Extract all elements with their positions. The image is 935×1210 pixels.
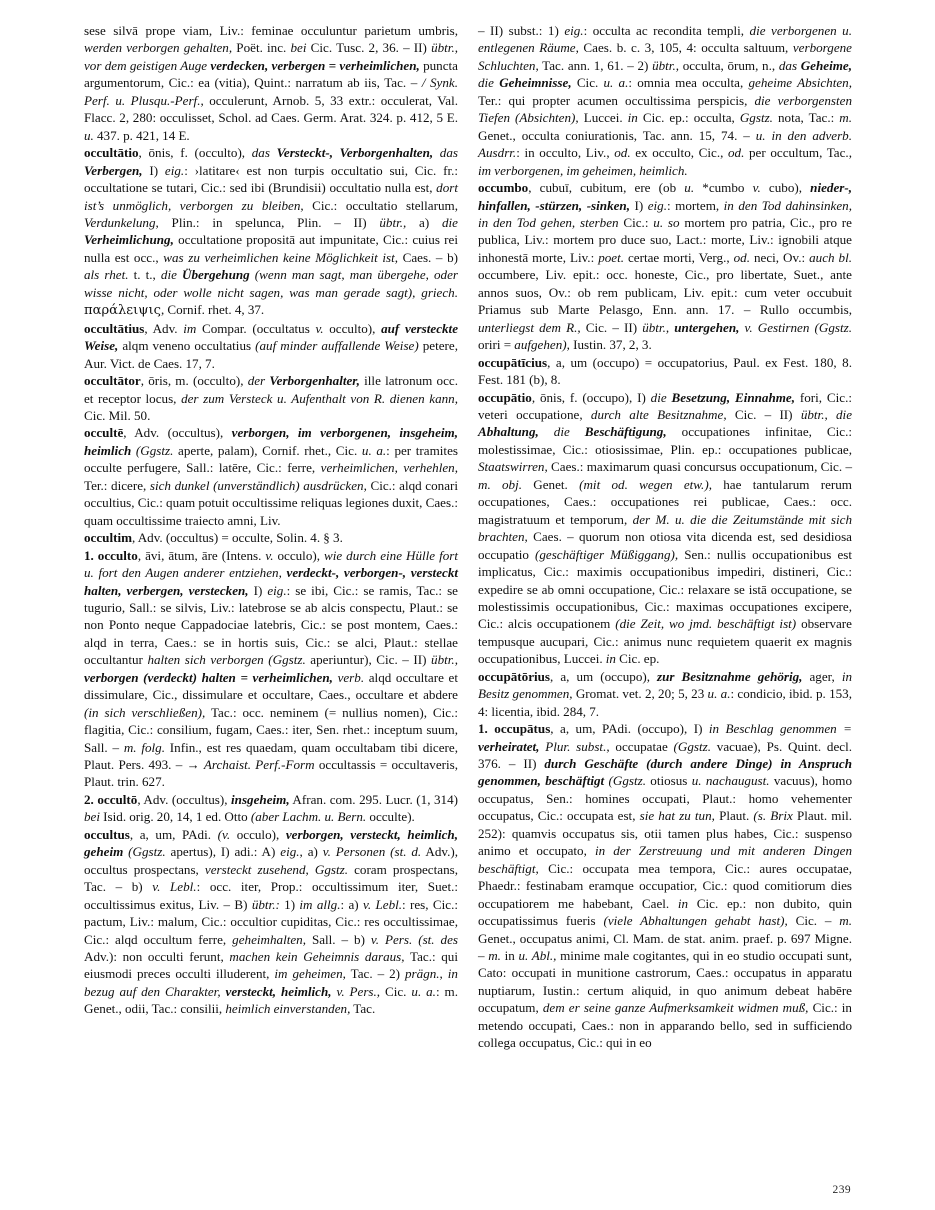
- entry-text-run: verdecken, verbergen = verheimlichen,: [210, 57, 420, 73]
- entry-text-run: fori, Cic.: veteri occupatione,: [478, 389, 852, 422]
- entry-text-run: , ōnis, f. (occupo), I): [531, 389, 651, 405]
- entry-text-run: Plaut. mil. 252): quamvis occupatus sis, otii tamen plus habes, Cic.: suspenso animo et occupato,: [478, 808, 852, 859]
- dictionary-entry: [478, 668, 852, 720]
- entry-text-run: (auf minder auffallende Weise): [255, 338, 419, 354]
- entry-text-run: , ōris, m. (occulto),: [140, 373, 248, 389]
- entry-text-run: , Adv. (occultus),: [137, 791, 232, 807]
- entry-text-run: Plur. subst.,: [545, 738, 610, 754]
- entry-text-run: Cic. – II): [580, 319, 643, 335]
- entry-text-run: oriri =: [478, 337, 515, 353]
- entry-text-run: Infin., est res quaedam, quam occultabam tibi dicere, Plaut. Pers. 493. – →: [84, 739, 458, 773]
- entry-text-run: I): [142, 162, 165, 178]
- entry-text-run: eig.: [564, 23, 584, 38]
- entry-text-run: mortem pro patria, Cic., pro re publica, Liv.: mortem pro duce suo, Lact.: morte, Liv.: ignobili atque inhonestā morte, Liv.:: [478, 214, 852, 265]
- entry-text-run: das: [439, 145, 458, 161]
- page-columns: [84, 22, 852, 1162]
- entry-text-run: u. a.: [411, 983, 436, 999]
- entry-text-run: Iustin. 37, 2, 3.: [569, 337, 652, 353]
- entry-text-run: im verborgenen, im geheimen, heimlich.: [478, 162, 688, 178]
- entry-text-run: , cubuī, cubitum, ere (ob: [528, 180, 685, 196]
- entry-headword: occultim: [84, 530, 132, 546]
- entry-text-run: Cic. Mil. 50.: [84, 407, 151, 423]
- entry-text-run: Cic. ep.: non dubito, quin occupatissimus fueris: [478, 895, 853, 929]
- entry-text-run: – II) subst.: 1): [478, 23, 565, 38]
- entry-text-run: Geheimnisse,: [499, 75, 572, 91]
- entry-text-run: a): [406, 214, 442, 230]
- entry-text-run: v. Gestirnen (Ggstz.: [744, 319, 852, 335]
- entry-text-run: ille latronum occ. et receptor locus,: [84, 373, 458, 406]
- entry-text-run: *cumbo: [694, 180, 753, 196]
- entry-text-run: : m. Genet., odii, Tac.: consilii,: [84, 983, 458, 1017]
- entry-text-run: der M. u. die die Zeitumstände mit sich brachten,: [478, 511, 852, 545]
- entry-text-run: occulo),: [273, 547, 324, 563]
- entry-text-run: m. obj.: [478, 476, 523, 492]
- entry-headword: occultus: [84, 826, 130, 842]
- entry-text-run: Cic. – II): [726, 406, 801, 422]
- entry-text-run: Cic. ep.: occulta,: [637, 110, 740, 126]
- entry-text-run: Abhaltung,: [478, 424, 554, 440]
- entry-headword: occultātor: [84, 373, 141, 389]
- entry-text-run: v. Personen (st. d.: [322, 844, 422, 860]
- entry-text-run: Besetzung, Einnahme,: [671, 389, 795, 405]
- entry-text-run: Cic.: alqd conari occultius, Cic.: quam potuit occultissime reliquas legiones duxit, Caes.: quam occultissime traiecto amni, Liv.: [84, 477, 458, 528]
- entry-text-run: u.: [84, 127, 94, 143]
- entry-text-run: occupationes infinitae, Cic.: molestissimae, Cic.: otiosissimae, Plin. ep.: occupationes publicae,: [478, 424, 852, 457]
- entry-text-run: was zu verheimlichen keine Möglichkeit ist,: [163, 249, 398, 265]
- entry-text-run: übtr.,: [379, 214, 407, 230]
- entry-text-run: (Ggstz.: [135, 442, 174, 458]
- entry-text-run: versteckt zusehend, Ggstz.: [204, 861, 348, 877]
- entry-text-run: occulto),: [323, 320, 382, 336]
- entry-text-run: od.: [733, 249, 750, 265]
- entry-text-run: apertus), I) adi.: A): [165, 844, 281, 860]
- entry-text-run: Adv.), occultus prospectans,: [84, 844, 458, 877]
- entry-text-run: (in sich verschließen),: [84, 704, 206, 720]
- entry-text-run: eig.: [164, 162, 185, 178]
- entry-text-run: Archaist. Perf.-Form: [203, 757, 315, 773]
- dictionary-entry: [84, 547, 458, 791]
- entry-text-run: eig.: [647, 197, 668, 213]
- entry-text-run: das: [778, 57, 801, 73]
- entry-text-run: bei: [84, 809, 100, 825]
- entry-text-run: puncta argumentorum, Cic.: ea (vitia), Quint.: narratum ab iis, Tac. –: [84, 57, 458, 91]
- entry-text-run: Genet., occulta coniurationis, Tac. ann. 15, 74. –: [478, 127, 756, 143]
- page-number: 239: [832, 1184, 851, 1196]
- entry-text-run: in: [677, 895, 689, 911]
- entry-text-run: m. folg.: [123, 739, 165, 755]
- entry-text-run: (Ggstz.: [128, 844, 166, 860]
- entry-text-run: heimlich einverstanden,: [225, 1001, 351, 1017]
- entry-text-run: die: [650, 389, 672, 405]
- entry-headword: occumbo: [478, 180, 529, 196]
- dictionary-entry: [84, 144, 458, 320]
- entry-continuation: [478, 22, 852, 179]
- entry-text-run: Tac. ann. 1, 61. – 2): [538, 57, 653, 73]
- entry-text-run: geheimhalten,: [232, 931, 306, 947]
- entry-text-run: Cic. Tusc. 2, 36. – II): [306, 40, 432, 56]
- entry-text-run: cubo),: [760, 180, 811, 196]
- entry-text-run: eig.,: [280, 844, 303, 860]
- dictionary-entry: [478, 389, 852, 668]
- entry-text-run: u.: [684, 180, 695, 196]
- entry-text-run: Sen.: nullis occupationibus est implicatus, Cic.: maximis occupationibus impediri, distineri, Cic.: expedire se ab omni occupatione, Cic.: relaxare se istā occupatione, se molestissimis occupationibus, Cic.: maximas occupationes excipere, Cic.: alcis occupationem: [478, 546, 852, 632]
- entry-text-run: (wenn man sagt, man übergehe, oder wisse nicht, oder wolle nicht sagen, was man gerade sagt), griech.: [84, 267, 459, 300]
- entry-text-run: Ter.: dicere,: [84, 477, 150, 493]
- entry-text-run: occupatae: [609, 738, 674, 754]
- entry-text-run: übtr., vor dem geistigen Auge: [84, 40, 459, 73]
- entry-text-run: occultassis = occultaveris, Plaut. trin. 627.: [84, 757, 459, 790]
- entry-text-run: im geheimen,: [274, 966, 346, 982]
- entry-text-run: u. a.: [603, 75, 629, 91]
- entry-text-run: : omnia mea occulta,: [628, 75, 749, 91]
- entry-text-run: t. t.,: [128, 267, 161, 283]
- entry-text-run: occultatione propositā aut impunitate, Cic.: cuius rei nulla est occ.,: [84, 232, 458, 265]
- entry-text-run: Beschäftigung,: [584, 424, 667, 440]
- entry-text-run: aufgehen),: [514, 337, 570, 353]
- dictionary-entry: [84, 826, 458, 1018]
- entry-text-run: das: [251, 145, 277, 161]
- entry-text-run: a): [302, 844, 323, 860]
- entry-text-run: geheime Absichten,: [748, 75, 852, 91]
- entry-text-run: Staatswirren,: [478, 459, 548, 475]
- entry-text-run: Tac. – 2): [345, 966, 405, 982]
- entry-text-run: insgeheim,: [231, 791, 290, 807]
- entry-text-run: untergehen,: [674, 319, 740, 335]
- entry-text-run: der zum Versteck u. Aufenthalt von R. dienen kann,: [181, 390, 458, 406]
- entry-text-run: bei: [290, 40, 307, 56]
- entry-text-run: zur Besitznahme gehörig,: [657, 668, 803, 684]
- entry-text-run: (viele Abhaltungen gehabt hast),: [603, 913, 788, 929]
- entry-text-run: u. so: [653, 214, 680, 230]
- entry-text-run: verborgen (verdeckt) halten = verheimlichen,: [84, 669, 333, 685]
- entry-text-run: v. Lebl.: [152, 879, 197, 895]
- entry-text-run: auf versteckte Weise,: [84, 320, 459, 354]
- entry-text-run: , Cornif. rhet. 4, 37.: [160, 302, 265, 318]
- entry-text-run: halten sich verborgen (Ggstz.: [147, 652, 306, 668]
- entry-text-run: , a, um, PAdi.: [129, 826, 218, 842]
- left-column: [84, 22, 458, 1018]
- entry-text-run: (v.: [217, 826, 231, 842]
- entry-text-run: alqm veneno occultatius: [118, 338, 256, 354]
- entry-text-run: (Ggstz.: [608, 773, 646, 789]
- entry-text-run: Sall. – b): [305, 931, 371, 947]
- entry-text-run: aperte, palam), Cornif. rhet., Cic.: [173, 442, 362, 458]
- entry-text-run: u. Abl.,: [518, 948, 557, 964]
- entry-text-run: v.: [752, 180, 761, 196]
- entry-text-run: : occ. iter, Prop.: occultissimum iter, Suet.: occultissimus exitus, Liv. – B): [84, 879, 458, 912]
- entry-text-run: wie durch eine Hülle fort u. fort den Augen anderer entziehen,: [84, 547, 458, 581]
- entry-text-run: ex occulto, Cic.,: [630, 145, 728, 161]
- entry-text-run: übtr.,: [652, 57, 680, 73]
- entry-text-run: : ›latitare‹ est non turpis occultatio sui, Cic. fr.: occultatione se tutari, Cic.: sed ibi (Brundisii) occultatio nulla est,: [84, 162, 458, 196]
- entry-text-run: in der Zerstreuung und mit anderen Dingen beschäftigt,: [478, 843, 852, 876]
- entry-text-run: (Ggstz.: [673, 738, 712, 754]
- entry-text-run: I): [248, 582, 268, 598]
- entry-text-run: verb.: [337, 669, 365, 685]
- dictionary-entry: [478, 354, 852, 389]
- entry-text-run: I): [630, 197, 648, 213]
- entry-text-run: Ter.: qui propter acumen occultissima perspicis,: [478, 92, 755, 108]
- entry-text-run: dem er seine ganze Aufmerksamkeit widmen muß,: [542, 1000, 809, 1016]
- entry-text-run: Cic.: in metendo occupati, Caes.: non in apparando bello, sed in sufficiendo collega occupatus, Cic.: qui in eo: [478, 1000, 852, 1051]
- entry-text-run: die verborgenen u. entlegenen Räume,: [478, 23, 853, 56]
- entry-text-run: minime male cogitantes, qui in eo studio occupati sunt, Cato: occupati in munitione castrorum, Caes.: occupatus in apparatu nuptiarum, Iustin.: certum aliquid, in quo animum debeat habēre occupatum,: [478, 948, 852, 1016]
- entry-text-run: verheiratet,: [478, 738, 546, 754]
- entry-text-run: versteckt, heimlich,: [225, 983, 332, 999]
- entry-text-run: verborgen, im verborgenen, insgeheim, heimlich: [84, 425, 458, 458]
- entry-text-run: neci, Ov.:: [750, 249, 810, 265]
- dictionary-entry: [84, 791, 458, 826]
- entry-text-run: , a, um (occupo),: [550, 668, 658, 684]
- entry-text-run: in: [500, 948, 519, 964]
- entry-text-run: Cic.: occupata mea tempora, Cic.: aures occupatae, Phaedr.: festinabam eramque occupatior, Cic.: quod comitiorum dies occupatiorem me habebant, Cael.: [478, 860, 852, 911]
- entry-text-run: otiosus: [645, 773, 692, 789]
- entry-text-run: verdeckt-, verborgen-, versteckt halten, verbergen, verstecken,: [84, 565, 459, 598]
- entry-text-run: verheimlichen, verhehlen,: [320, 460, 458, 476]
- entry-text-run: , āvi, ātum, āre (Intens.: [137, 547, 266, 563]
- entry-text-run: die: [478, 75, 500, 91]
- entry-text-run: übtr.:: [251, 896, 280, 912]
- entry-text-run: sese silvā prope viam, Liv.: feminae occuluntur parietum umbris,: [84, 23, 458, 38]
- entry-headword: 2. occultō: [84, 791, 138, 807]
- entry-text-run: in den Tod dahinsinken, in den Tod gehen, sterben: [478, 197, 852, 230]
- entry-text-run: od.: [728, 145, 745, 161]
- entry-text-run: aperiuntur), Cic. – II): [305, 652, 432, 668]
- dictionary-entry: [478, 179, 852, 354]
- entry-text-run: Cic.: occultatio stellarum,: [303, 197, 458, 213]
- entry-text-run: u. nachaugust.: [691, 773, 770, 789]
- entry-text-run: occulta, ōrum, n.,: [679, 57, 779, 73]
- entry-text-run: m.: [488, 948, 501, 964]
- entry-text-run: dort ist’s unmöglich, verborgen zu bleiben,: [84, 180, 458, 213]
- entry-text-run: , a, um, PAdi. (occupo), I): [550, 721, 709, 737]
- entry-text-run: ager,: [802, 668, 842, 684]
- entry-text-run: Compar. (occultatus: [196, 320, 316, 336]
- entry-text-run: der: [247, 373, 270, 389]
- entry-text-run: poet.: [598, 249, 625, 265]
- entry-text-run: im: [183, 320, 197, 336]
- entry-text-run: die: [553, 424, 585, 440]
- entry-text-run: verborgene Schluchten,: [478, 40, 852, 73]
- entry-text-run: Cic. ep.: [615, 651, 660, 667]
- entry-text-run: occumbere, Liv. epit.: occ. honeste, Cic., pro libertate, Suet., ante annos suos, Ov.: ob rem publicam, Liv. epit.: cum veter occubuit Priamus sub Marte Pelasgo, Enn. ann. 17. – Rullo occumbis,: [478, 267, 852, 318]
- entry-text-run: (s. Brix: [753, 808, 793, 824]
- entry-text-run: coram prospectans, Tac. – b): [84, 861, 458, 895]
- entry-text-run: : se ibi, Cic.: se ramis, Tac.: se tugurio, Sall.: se silvis, Liv.: latebrose se ab alcis conspectu, Plaut.: se non Ponto neque Cappadociae latebris, Cic.: se post montem, Caes.: alqd in terra, Caes.: se in hortis suis, Cic.: se alci, Plaut.: stellae occultantur: [84, 582, 458, 668]
- entry-text-run: Tac.: [350, 1001, 376, 1017]
- entry-text-run: übtr.,: [642, 319, 670, 335]
- entry-text-run: Caes. – b): [398, 249, 458, 265]
- entry-text-run: Adv.): non occulti ferunt,: [84, 949, 230, 965]
- entry-text-run: machen kein Geheimnis daraus,: [229, 949, 405, 965]
- entry-text-run: Cic.: [571, 75, 604, 91]
- entry-text-run: Tac.: qui eiusmodi preces occulti illuderent,: [84, 949, 458, 982]
- entry-text-run: Caes. b. c. 3, 105, 4: occulta saltuum,: [578, 40, 793, 56]
- entry-headword: occupātio: [478, 389, 532, 405]
- entry-text-run: Cic. –: [787, 913, 840, 929]
- entry-text-run: Verborgenhalter,: [269, 373, 360, 389]
- entry-text-run: / Synk. Perf. u. Plusqu.-Perf.,: [84, 75, 458, 108]
- dictionary-entry: [84, 529, 458, 546]
- entry-text-run: v.: [265, 547, 274, 563]
- entry-text-run: (die Zeit, wo jmd. beschäftigt ist): [615, 616, 797, 632]
- entry-text-run: Genet., occupatus animi, Cl. Mam. de stat. anim. praef. p. 697 Migne. –: [478, 930, 852, 964]
- entry-text-run: eig.: [267, 582, 287, 598]
- entry-text-run: in: [605, 651, 616, 667]
- entry-text-run: im allg.: [299, 896, 341, 912]
- dictionary-entry: [478, 720, 852, 1052]
- entry-text-run: : res, Cic.: pactum, Liv.: malum, Cic.: occultior cupiditas, Cic.: res occultissimae, Cic.: alqd occultum ferre,: [84, 896, 458, 947]
- entry-text-run: Genet.: [522, 476, 580, 492]
- dictionary-entry: [84, 424, 458, 529]
- entry-text-run: v. Pers. (st. des: [370, 931, 458, 947]
- entry-text-run: 1): [279, 896, 300, 912]
- entry-text-run: m.: [839, 913, 852, 929]
- entry-text-run: in Beschlag genommen =: [708, 721, 852, 737]
- entry-text-run: in: [627, 110, 638, 126]
- entry-text-run: observare tempusque aucupari, Cic.: animus nunc requietem quaerit ex magnis occupationibus, Luccei.: [478, 616, 852, 667]
- entry-text-run: v. Pers.,: [336, 983, 381, 999]
- entry-text-run: Versteckt-, Verborgenhalten,: [276, 145, 440, 161]
- entry-text-run: übtr., die: [800, 406, 853, 422]
- entry-text-run: nieder-, hinfallen, -stürzen, -sinken,: [478, 180, 852, 213]
- entry-text-run: nota, Tac.:: [772, 110, 840, 126]
- dictionary-entry: [84, 320, 458, 372]
- entry-headword: 1. occulto: [84, 547, 138, 563]
- entry-text-run: , Adv. (occultus),: [123, 425, 232, 441]
- entry-text-run: v. Lebl.: [363, 896, 403, 912]
- entry-text-run: , a, um (occupo) = occupatorius, Paul. ex Fest. 180, 8. Fest. 181 (b), 8.: [478, 354, 852, 388]
- entry-text-run: prägn., in bezug auf den Charakter,: [84, 966, 458, 999]
- right-column: [478, 22, 852, 1052]
- entry-text-run: Verheimlichung,: [84, 232, 174, 248]
- entry-text-run: sich dunkel (unverständlich) ausdrücken,: [149, 477, 367, 493]
- entry-text-run: unterliegst dem R.,: [478, 319, 581, 335]
- entry-text-run: v.: [315, 320, 324, 336]
- entry-text-run: Übergehung: [182, 267, 255, 283]
- entry-text-run: od.: [614, 145, 631, 161]
- entry-headword: occultē: [84, 425, 124, 441]
- entry-text-run: Gromat. vet. 2, 20; 5, 23: [572, 686, 708, 702]
- entry-headword: occultātio: [84, 145, 139, 161]
- entry-text-run: : condicio, ibid. p. 153, 4: licentia, ibid. 284, 7.: [478, 686, 852, 719]
- entry-text-run: in Besitz genommen,: [478, 668, 852, 702]
- entry-text-run: : occulta ac recondita templi,: [583, 23, 750, 38]
- entry-text-run: Poët. inc.: [232, 40, 291, 56]
- entry-text-run: (geschäftiger Müßiggang),: [534, 546, 679, 562]
- entry-text-run: Plin.: in spelunca, Plin. – II): [158, 214, 380, 230]
- entry-text-run: m.: [839, 110, 853, 126]
- entry-text-run: u. a.: [707, 686, 731, 702]
- entry-text-run: als rhet.: [84, 267, 129, 283]
- entry-text-run: occulerunt, Arnob. 5, 33 extr.: occulerat, Val. Flacc. 2, 280: occulisset, Schol. ad Caes. Germ. Arat. 324. p. 412, 5 E.: [84, 92, 458, 126]
- entry-text-run: , ōnis, f. (occulto),: [138, 145, 252, 161]
- entry-text-run: Luccei.: [578, 110, 628, 126]
- entry-text-run: Verbergen,: [84, 162, 143, 178]
- dictionary-entry: [84, 372, 458, 424]
- entry-text-run: occulte).: [366, 809, 415, 825]
- entry-text-run: παράλειψις: [84, 303, 161, 319]
- entry-text-run: vacuus), homo occupatus, Sen.: homines occupati, Plaut.: homo vehementer occupatus, Cic.: occupata est,: [478, 773, 853, 824]
- entry-continuation: [84, 22, 458, 144]
- entry-headword: occultātius: [84, 320, 145, 336]
- entry-text-run: : in occulto, Liv.,: [516, 145, 615, 161]
- entry-text-run: die verborgensten Tiefen (Absichten),: [478, 92, 853, 126]
- entry-text-run: 437. p. 421, 14 E.: [93, 127, 190, 143]
- entry-text-run: , Adv. (occultus) = occulte, Solin. 4. § 3.: [132, 530, 343, 546]
- entry-text-run: u. a.: [361, 442, 387, 458]
- entry-text-run: Caes. – quorum non otiosa vita dicenda est, sed desidiosa occupatio: [478, 529, 852, 562]
- entry-text-run: : mortem,: [667, 197, 724, 213]
- entry-headword: occupātīcius: [478, 354, 548, 370]
- entry-text-run: Plaut.: [714, 808, 754, 824]
- entry-text-run: durch Geschäfte (durch andere Dinge) in Anspruch genommen, beschäftigt: [478, 756, 852, 789]
- entry-headword: 1. occupātus: [478, 721, 551, 737]
- entry-text-run: (mit od. wegen etw.),: [579, 476, 712, 492]
- entry-text-run: , Adv.: [144, 320, 184, 336]
- entry-text-run: Tac.: occ. neminem (= nullius nomen), Cic.: flagitia, Cic.: consilium, fugam, Caes.: iter, Sen. rhet.: inceptum suum, Sall. –: [84, 704, 458, 755]
- entry-text-run: occulo),: [230, 826, 286, 842]
- entry-text-run: durch alte Besitznahme,: [590, 406, 727, 422]
- entry-text-run: verborgen, versteckt, heimlich, geheim: [84, 826, 458, 860]
- entry-text-run: Cic.: [380, 983, 412, 999]
- entry-text-run: die: [160, 267, 183, 283]
- entry-text-run: Geheime,: [800, 57, 852, 73]
- entry-text-run: alqd occultare et dissimulare, Cic., dissimulare et occultare, Caes., occultare et abdere: [84, 669, 458, 703]
- entry-text-run: hae tantularum rerum occupationes, Caes.: occupationes rei publicae, Caes.: occ. magistratuum et temporum,: [478, 476, 852, 527]
- entry-text-run: Cic.:: [618, 214, 654, 230]
- entry-text-run: (aber Lachm. u. Bern.: [250, 809, 367, 825]
- entry-text-run: per occultum, Tac.,: [744, 145, 852, 161]
- entry-text-run: die: [441, 214, 458, 230]
- entry-text-run: Caes.: maximarum quasi concursus occupationum, Cic. –: [547, 459, 852, 475]
- entry-text-run: : a): [340, 896, 364, 912]
- entry-text-run: Ggstz.: [739, 110, 773, 126]
- entry-text-run: certae morti, Verg.,: [624, 249, 734, 265]
- entry-text-run: Isid. orig. 20, 14, 1 ed. Otto: [100, 809, 251, 825]
- entry-text-run: auch bl.: [809, 249, 852, 265]
- entry-text-run: vacuae), Ps. Quint. decl. 376. – II): [478, 738, 852, 772]
- entry-text-run: Afran. com. 295. Lucr. (1, 314): [289, 791, 458, 807]
- entry-headword: occupātōrius: [478, 668, 551, 684]
- entry-text-run: sie hat zu tun,: [639, 808, 715, 824]
- entry-text-run: u. in den adverb. Ausdrr.: [478, 127, 852, 161]
- entry-text-run: werden verborgen gehalten,: [84, 40, 233, 56]
- entry-text-run: : per tramites occulte perfugere, Sall.: latēre, Cic.: ferre,: [84, 442, 458, 476]
- entry-text-run: petere, Aur. Vict. de Caes. 17, 7.: [84, 338, 458, 371]
- entry-text-run: übtr.,: [431, 652, 458, 668]
- entry-text-run: Verdunkelung,: [84, 214, 159, 230]
